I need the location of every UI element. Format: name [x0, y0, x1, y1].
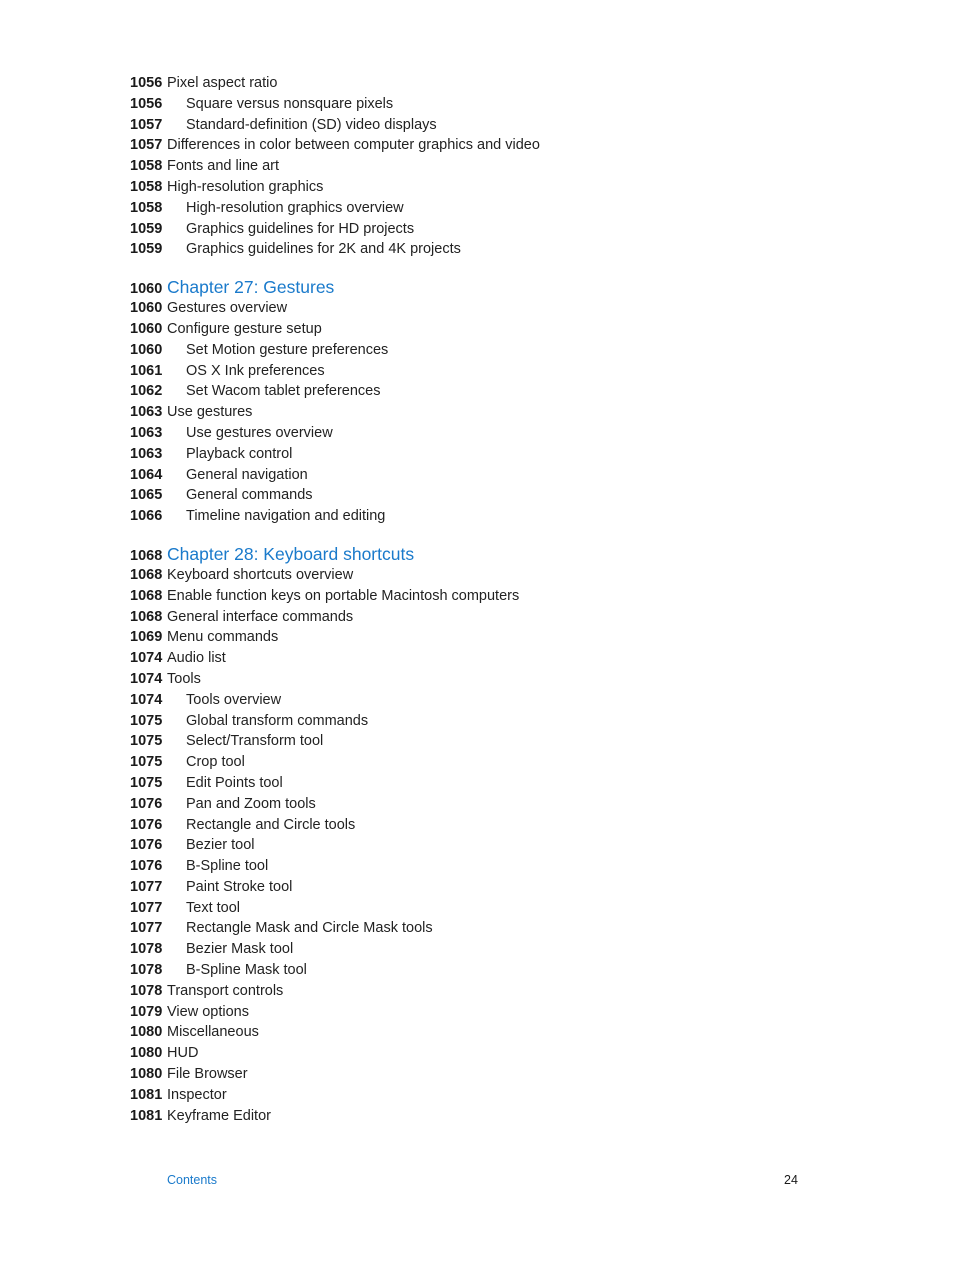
toc-page-number: 1074 [130, 691, 163, 708]
toc-subentry[interactable] [130, 690, 830, 711]
toc-subentry[interactable] [130, 856, 830, 877]
toc-page-number: 1077 [130, 878, 163, 895]
toc-subentry[interactable] [130, 877, 830, 898]
toc-page-number: 1057 [130, 137, 163, 154]
toc-entry-title[interactable]: Timeline navigation and editing [186, 508, 386, 525]
toc-page-number: 1058 [130, 178, 163, 195]
toc-entry[interactable] [130, 177, 830, 198]
toc-entry-title[interactable]: Select/Transform tool [186, 733, 324, 750]
toc-entry-title[interactable]: B-Spline Mask tool [186, 962, 307, 979]
toc-subentry[interactable] [130, 381, 830, 402]
toc-page-number: 1058 [130, 158, 163, 175]
toc-entry-title[interactable]: General navigation [186, 466, 308, 483]
toc-page-number: 1065 [130, 487, 163, 504]
toc-page-number: 1063 [130, 445, 163, 462]
toc-page-number: 1068 [130, 566, 163, 583]
toc-page-number: 1064 [130, 466, 163, 483]
toc-entry-title[interactable]: OS X Ink preferences [186, 362, 325, 379]
toc-page-number: 1080 [130, 1024, 163, 1041]
toc-entry-title[interactable]: File Browser [167, 1066, 248, 1083]
toc-subentry[interactable] [130, 340, 830, 361]
toc-page-number: 1060 [130, 300, 163, 317]
toc-subentry[interactable] [130, 918, 830, 939]
toc-entry-title[interactable]: Rectangle Mask and Circle Mask tools [186, 920, 433, 937]
toc-page-number: 1076 [130, 816, 163, 833]
toc-entry-title[interactable]: Fonts and line art [167, 158, 280, 175]
toc-subentry[interactable] [130, 219, 830, 240]
toc-page-number: 1068 [130, 547, 163, 564]
toc-entry[interactable] [130, 402, 830, 423]
toc-subentry[interactable] [130, 960, 830, 981]
toc-entry-title[interactable]: Miscellaneous [167, 1024, 259, 1041]
toc-subentry[interactable] [130, 444, 830, 465]
toc-entry[interactable] [130, 1064, 830, 1085]
toc-entry-title[interactable]: Pan and Zoom tools [186, 795, 316, 812]
toc-entry[interactable] [130, 319, 830, 340]
toc-entry-title[interactable]: General commands [186, 487, 313, 504]
toc-entry-title[interactable]: Graphics guidelines for HD projects [186, 220, 415, 237]
toc-page-number: 1058 [130, 199, 163, 216]
toc-page-number: 1068 [130, 587, 163, 604]
toc-page-number: 1077 [130, 920, 163, 937]
toc-subentry[interactable] [130, 939, 830, 960]
toc-subentry[interactable] [130, 361, 830, 382]
toc-page-number: 1063 [130, 404, 163, 421]
toc-entry-title[interactable]: Gestures overview [167, 300, 288, 317]
toc-page-number: 1074 [130, 670, 163, 687]
toc-entry-title[interactable]: Differences in color between computer graphics and video [167, 137, 540, 154]
page-number: 24 [784, 1173, 798, 1187]
toc-entry[interactable] [130, 1002, 830, 1023]
toc-entry[interactable] [130, 627, 830, 648]
toc-entry[interactable] [130, 669, 830, 690]
toc-entry-title[interactable]: Tools overview [186, 691, 282, 708]
toc-entry-title[interactable]: Menu commands [167, 629, 279, 646]
toc-subentry[interactable] [130, 711, 830, 732]
toc-entry[interactable] [130, 73, 830, 94]
toc-entry-title[interactable]: Transport controls [167, 982, 284, 999]
toc-page-number: 1056 [130, 95, 163, 112]
toc-page-number: 1061 [130, 362, 163, 379]
toc-subentry[interactable] [130, 815, 830, 836]
toc-subentry[interactable] [130, 423, 830, 444]
toc-page-number: 1076 [130, 795, 163, 812]
toc-page-number: 1078 [130, 982, 163, 999]
toc-entry-title[interactable]: Set Motion gesture preferences [186, 341, 389, 358]
toc-chapter-title[interactable]: Chapter 28: Keyboard shortcuts [167, 543, 415, 564]
toc-subentry[interactable] [130, 794, 830, 815]
toc-entry-title[interactable]: High-resolution graphics [167, 178, 324, 195]
toc-entry-title[interactable]: Pixel aspect ratio [167, 75, 278, 91]
toc-subentry[interactable] [130, 239, 830, 260]
toc-entry-title[interactable]: Keyboard shortcuts overview [167, 566, 354, 583]
toc-entry-title[interactable]: Graphics guidelines for 2K and 4K projects [186, 241, 461, 258]
toc-page-number: 1069 [130, 629, 163, 646]
toc-entry-title[interactable]: Keyframe Editor [167, 1107, 271, 1124]
toc-entry[interactable] [130, 586, 830, 607]
toc-entry-title[interactable]: Bezier tool [186, 837, 255, 854]
toc-page-number: 1075 [130, 733, 163, 750]
toc-page-number: 1080 [130, 1045, 163, 1062]
toc-entry[interactable] [130, 156, 830, 177]
toc-entry-title[interactable]: Playback control [186, 445, 293, 462]
toc-entry[interactable] [130, 981, 830, 1002]
toc-entry-title[interactable]: Set Wacom tablet preferences [186, 383, 381, 400]
toc-page-number: 1059 [130, 220, 163, 237]
toc-chapter-heading[interactable] [130, 276, 830, 298]
toc-entry-title[interactable]: Configure gesture setup [167, 320, 322, 337]
toc-page-number: 1075 [130, 774, 163, 791]
toc-entry-title[interactable]: Text tool [186, 899, 240, 916]
toc-subentry[interactable] [130, 835, 830, 856]
toc-page-number: 1079 [130, 1003, 163, 1020]
toc-entry-title[interactable]: High-resolution graphics overview [186, 199, 404, 216]
toc-entry-title[interactable]: Edit Points tool [186, 774, 283, 791]
toc-subentry[interactable] [130, 506, 830, 527]
toc-entry[interactable] [130, 298, 830, 319]
toc-page-number: 1075 [130, 754, 163, 771]
toc-page-number: 1081 [130, 1086, 163, 1103]
toc-subentry[interactable] [130, 115, 830, 136]
table-of-contents [130, 73, 830, 1126]
toc-entry[interactable] [130, 135, 830, 156]
toc-page-number: 1078 [130, 941, 163, 958]
toc-page-number: 1076 [130, 837, 163, 854]
toc-entry-title[interactable]: Paint Stroke tool [186, 878, 293, 895]
toc-chapter-heading[interactable] [130, 543, 830, 565]
toc-page-number: 1068 [130, 608, 163, 625]
toc-subentry[interactable] [130, 198, 830, 219]
toc-entry-title[interactable]: HUD [167, 1045, 199, 1062]
toc-page-number: 1060 [130, 281, 163, 298]
toc-subentry[interactable] [130, 898, 830, 919]
toc-page-number: 1059 [130, 241, 163, 258]
toc-entry[interactable] [130, 607, 830, 628]
toc-page-number: 1074 [130, 650, 163, 667]
toc-page-number: 1081 [130, 1107, 163, 1124]
toc-page-number: 1057 [130, 116, 163, 133]
toc-page-number: 1056 [130, 75, 163, 91]
toc-entry-title[interactable]: View options [167, 1003, 249, 1020]
toc-entry[interactable] [130, 1043, 830, 1064]
toc-page-number: 1066 [130, 508, 163, 525]
toc-page-number: 1060 [130, 341, 163, 358]
toc-subentry[interactable] [130, 773, 830, 794]
toc-entry-title[interactable]: Rectangle and Circle tools [186, 816, 356, 833]
toc-entry[interactable] [130, 1085, 830, 1106]
footer-section-link[interactable]: Contents [167, 1173, 218, 1187]
toc-subentry[interactable] [130, 94, 830, 115]
toc-entry-title[interactable]: Bezier Mask tool [186, 941, 294, 958]
toc-page-number: 1063 [130, 424, 163, 441]
toc-page-number: 1080 [130, 1066, 163, 1083]
toc-entry-title[interactable]: B-Spline tool [186, 858, 269, 875]
toc-entry[interactable] [130, 1106, 830, 1127]
toc-entry-title[interactable]: Inspector [167, 1086, 227, 1103]
toc-entry-title[interactable]: Use gestures [167, 404, 253, 421]
toc-page-number: 1076 [130, 858, 163, 875]
toc-entry[interactable] [130, 565, 830, 586]
toc-page-number: 1077 [130, 899, 163, 916]
toc-page-number: 1075 [130, 712, 163, 729]
toc-subentry[interactable] [130, 731, 830, 752]
toc-entry-title[interactable]: Tools [167, 670, 201, 687]
toc-page-number: 1060 [130, 320, 163, 337]
toc-entry[interactable] [130, 648, 830, 669]
toc-entry-title[interactable]: Enable function keys on portable Macintosh computers [167, 587, 520, 604]
toc-entry-title[interactable]: Square versus nonsquare pixels [186, 95, 394, 112]
toc-entry-title[interactable]: Standard-definition (SD) video displays [186, 116, 437, 133]
toc-subentry[interactable] [130, 485, 830, 506]
toc-entry-title[interactable]: General interface commands [167, 608, 354, 625]
toc-page-number: 1078 [130, 962, 163, 979]
toc-page-number: 1062 [130, 383, 163, 400]
toc-entry-title[interactable]: Use gestures overview [186, 424, 333, 441]
toc-entry-title[interactable]: Global transform commands [186, 712, 369, 729]
toc-entry[interactable] [130, 1022, 830, 1043]
toc-chapter-title[interactable]: Chapter 27: Gestures [167, 277, 335, 298]
toc-entry-title[interactable]: Crop tool [186, 754, 245, 771]
toc-subentry[interactable] [130, 752, 830, 773]
toc-entry-title[interactable]: Audio list [167, 650, 226, 667]
toc-subentry[interactable] [130, 465, 830, 486]
